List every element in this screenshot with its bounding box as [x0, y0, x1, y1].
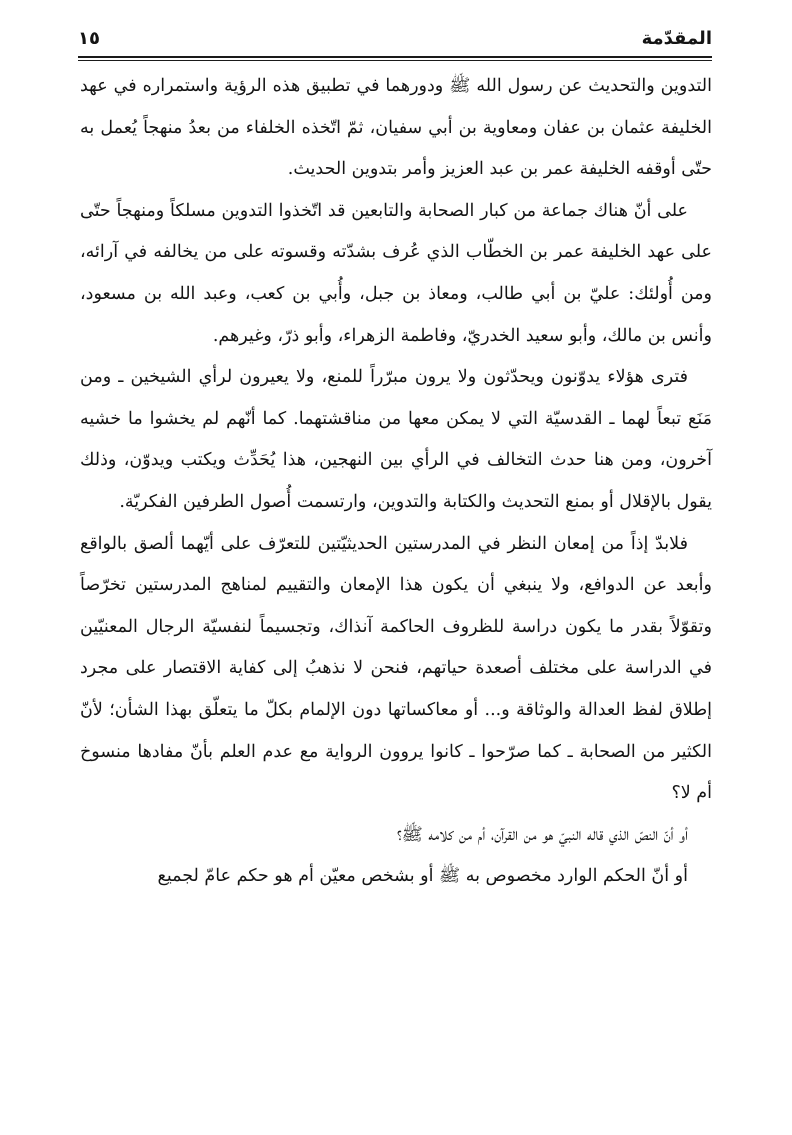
header-rule [78, 56, 712, 61]
paragraph: أو أنّ النصّ الذي قاله النبيّ هو من القرآن، أم من كلامه ﷺ؟ [396, 824, 688, 845]
paragraph: التدوين والتحديث عن رسول الله ﷺ ودورهما في تطبيق هذه الرؤية واستمراره في عهد الخليفة عثمان بن عفان ومعاوية بن أبي سفيان، ثمّ اتّخذه الخلفاء من بعدُ منهجاً يُعمل به حتّى أوقفه الخليفة عمر بن عبد العزيز وأمر بتدوين الحديث. [80, 76, 712, 180]
paragraph: على أنّ هناك جماعة من كبار الصحابة والتابعين قد اتّخذوا التدوين مسلكاً ومنهجاً حتّى على عهد الخليفة عمر بن الخطّاب الذي عُرف بشدّته وقسوته على من يخالفه في آرائه، ومن أُولئك: عليّ بن أبي طالب، ومعاذ بن جبل، وأُبي بن كعب، وعبد الله بن مسعود، وأنس بن مالك، وأبو سعيد الخدريّ، وفاطمة الزهراء، وأبو ذرّ، وغيرهم. [80, 200, 712, 346]
page-number: ١٥ [78, 28, 100, 49]
running-header [78, 24, 712, 54]
paragraph: أو أنّ الحكم الوارد مخصوص به ﷺ أو بشخص معيّن أم هو حكم عامّ لجميع [157, 866, 688, 887]
chapter-title: المقدّمة [641, 28, 712, 49]
paragraph: فترى هؤلاء يدوّنون ويحدّثون ولا يرون مبرّراً للمنع، ولا يعيرون لرأي الشيخين ـ ومن مَنَع تبعاً لهما ـ القدسيّة التي لا يمكن معها من مناقشتهما. كما أنّهم لم يخشوا ما خشيه آخرون، ومن هنا حدث التخالف في الرأي بين النهجين، هذا يُحَدِّث ويكتب ويدوّن، وذلك يقول بالإقلال أو بمنع التحديث والكتابة والتدوين، وارتسمت أُصول الطرفين الفكريّة. [80, 367, 712, 512]
paragraph: فلابدّ إذاً من إمعان النظر في المدرستين الحديثيّتين للتعرّف على أيّهما ألصق بالواقع وأبعد عن الدوافع، ولا ينبغي أن يكون هذا الإمعان والتقييم لمناهج المدرستين تخرّصاً وتقوّلاً بقدر ما يكون دراسة للظروف الحاكمة آنذاك، وتجسيماً لنفسيّة الرجال المعنيّين في الدراسة على مختلف أصعدة حياتهم، فنحن لا نذهبُ إلى كفاية الاقتصار على مجرد إطلاق لفظ العدالة والوثاقة و... أو معاكساتها دون الإلمام بكلّ ما يتعلّق بهذا الشأن؛ لأنّ الكثير من الصحابة ـ كما صرّحوا ـ كانوا يروون الرواية مع عدم العلم بأنّ مفادها منسوخ أم لا؟ [80, 533, 712, 804]
body-text [80, 66, 712, 898]
